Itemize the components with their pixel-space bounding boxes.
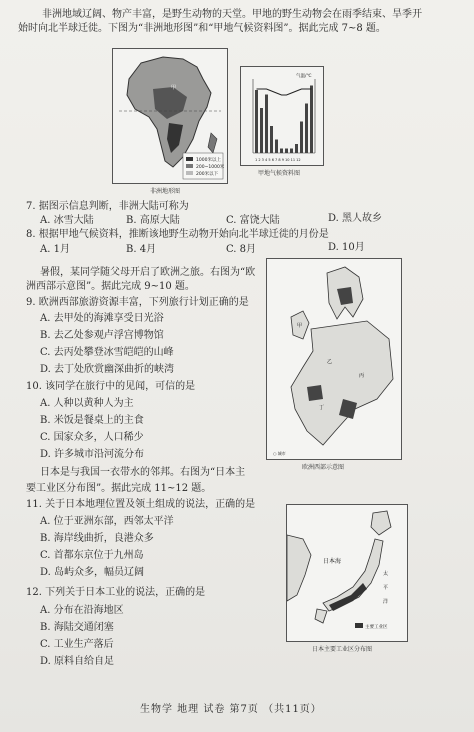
europe-map-caption: 欧洲西部示意图 [302, 464, 345, 471]
europe-legend: ○ 城市 [273, 451, 286, 456]
q12-option-b: B. 海陆交通闭塞 [40, 622, 114, 633]
africa-legend-2: 200~1000米 [196, 165, 225, 170]
q8-option-b: B. 4月 [126, 244, 157, 255]
europe-label-bing: 丙 [359, 373, 365, 379]
intro-line-2: 始时向北半球迁徙。下图为“非洲地形图”和“甲地气候资料图”。据此完成 7~8 题。 [18, 23, 386, 34]
europe-label-jia: 甲 [297, 323, 303, 329]
africa-legend-1: 1000米以上 [196, 158, 221, 163]
q12-option-c: C. 工业生产落后 [40, 639, 114, 650]
intro3-line-1: 日本是与我国一衣带水的邻邦。右图为“日本主 [40, 467, 246, 478]
q10-option-d: D. 许多城市沿河流分布 [40, 449, 145, 460]
q7-option-a: A. 冰雪大陆 [40, 215, 94, 226]
precip-bar [305, 104, 308, 154]
africa-map-caption: 非洲地形图 [150, 188, 181, 195]
precip-bar [300, 122, 303, 154]
precip-bar [310, 86, 313, 154]
pacific-label-3: 洋 [383, 599, 389, 605]
intro2-line-2: 洲西部示意图”。据此完成 9~10 题。 [26, 281, 195, 292]
intro-line-1: 非洲地域辽阔、物产丰富，是野生动物的天堂。甲地的野生动物会在雨季结束、旱季开 [42, 9, 422, 20]
q11-option-a: A. 位于亚洲东部，西邻太平洋 [40, 516, 174, 527]
europe-label-yi: 乙 [327, 359, 333, 365]
pacific-label-1: 太 [383, 571, 389, 577]
precip-bar [265, 95, 268, 154]
q8-option-a: A. 1月 [40, 244, 70, 255]
q11-stem: 11. 关于日本地理位置及领土组成的说法，正确的是 [26, 499, 256, 510]
page-footer: 生物学 地理 试卷 第7页 （共11页） [140, 704, 322, 715]
precip-bar [295, 144, 298, 153]
q7-option-d: D. 黑人故乡 [328, 213, 383, 224]
q8-option-c: C. 8月 [226, 244, 257, 255]
climate-chart [240, 66, 324, 166]
q9-option-a: A. 去甲处的海滩享受日光浴 [40, 313, 164, 324]
japan-map-caption: 日本主要工业区分布图 [312, 646, 373, 653]
climate-temp-label: 气温/℃ [296, 74, 312, 79]
q12-option-a: A. 分布在沿海地区 [40, 605, 124, 616]
intro3-line-2: 要工业区分布图”。据此完成 11~12 题。 [26, 483, 212, 494]
japan-sea-label: 日本海 [323, 558, 342, 565]
africa-legend-3: 200米以下 [196, 172, 219, 177]
q9-stem: 9. 欧洲西部旅游资源丰富，下列旅行计划正确的是 [26, 297, 249, 308]
precip-bar [285, 149, 288, 154]
precip-bar [260, 108, 263, 153]
q12-stem: 12. 下列关于日本工业的说法，正确的是 [26, 587, 206, 598]
precip-bar [270, 126, 273, 153]
africa-map [112, 48, 228, 184]
europe-map [266, 258, 402, 460]
precip-bar [275, 140, 278, 154]
q9-option-c: C. 去丙处攀登冰雪皑皑的山峰 [40, 347, 174, 358]
q10-stem: 10. 该同学在旅行中的见闻，可信的是 [26, 381, 196, 392]
climate-chart-graphic [241, 67, 323, 165]
africa-map-label-a: 甲 [171, 85, 177, 91]
q12-option-d: D. 原料自给自足 [40, 656, 115, 667]
q11-option-c: C. 首都东京位于九州岛 [40, 550, 144, 561]
q9-option-b: B. 去乙处参观卢浮宫博物馆 [40, 330, 164, 341]
q7-stem: 7. 据图示信息判断，非洲大陆可称为 [26, 201, 189, 212]
q7-option-b: B. 高原大陆 [126, 215, 180, 226]
precip-bar [255, 90, 258, 153]
precip-bar [290, 149, 293, 154]
europe-label-ding: 丁 [319, 405, 325, 411]
q11-option-b: B. 海岸线曲折，良港众多 [40, 533, 154, 544]
africa-map-graphic [113, 49, 227, 183]
q10-option-a: A. 人种以黄种人为主 [40, 398, 134, 409]
pacific-label-2: 平 [383, 585, 389, 591]
intro2-line-1: 暑假，某同学随父母开启了欧洲之旅。右图为“欧 [40, 267, 256, 278]
q11-option-d: D. 岛屿众多，幅员辽阔 [40, 567, 145, 578]
climate-month-axis: 1 2 3 4 5 6 7 8 9 10 11 12 [255, 158, 301, 162]
climate-chart-caption: 甲地气候资料图 [258, 170, 301, 177]
q7-option-c: C. 富饶大陆 [226, 215, 280, 226]
q8-stem: 8. 根据甲地气候资料，推断该地野生动物开始向北半球迁徙的月份是 [26, 229, 329, 240]
europe-map-graphic [267, 259, 401, 459]
japan-legend: 主要工业区 [365, 625, 388, 630]
q8-option-d: D. 10月 [328, 242, 365, 253]
q9-option-d: D. 去丁处欣赏幽深曲折的峡湾 [40, 364, 175, 375]
precip-bar [280, 149, 283, 154]
japan-map-graphic [287, 505, 407, 641]
japan-map [286, 504, 408, 642]
q10-option-c: C. 国家众多，人口稀少 [40, 432, 144, 443]
q10-option-b: B. 米饭是餐桌上的主食 [40, 415, 144, 426]
